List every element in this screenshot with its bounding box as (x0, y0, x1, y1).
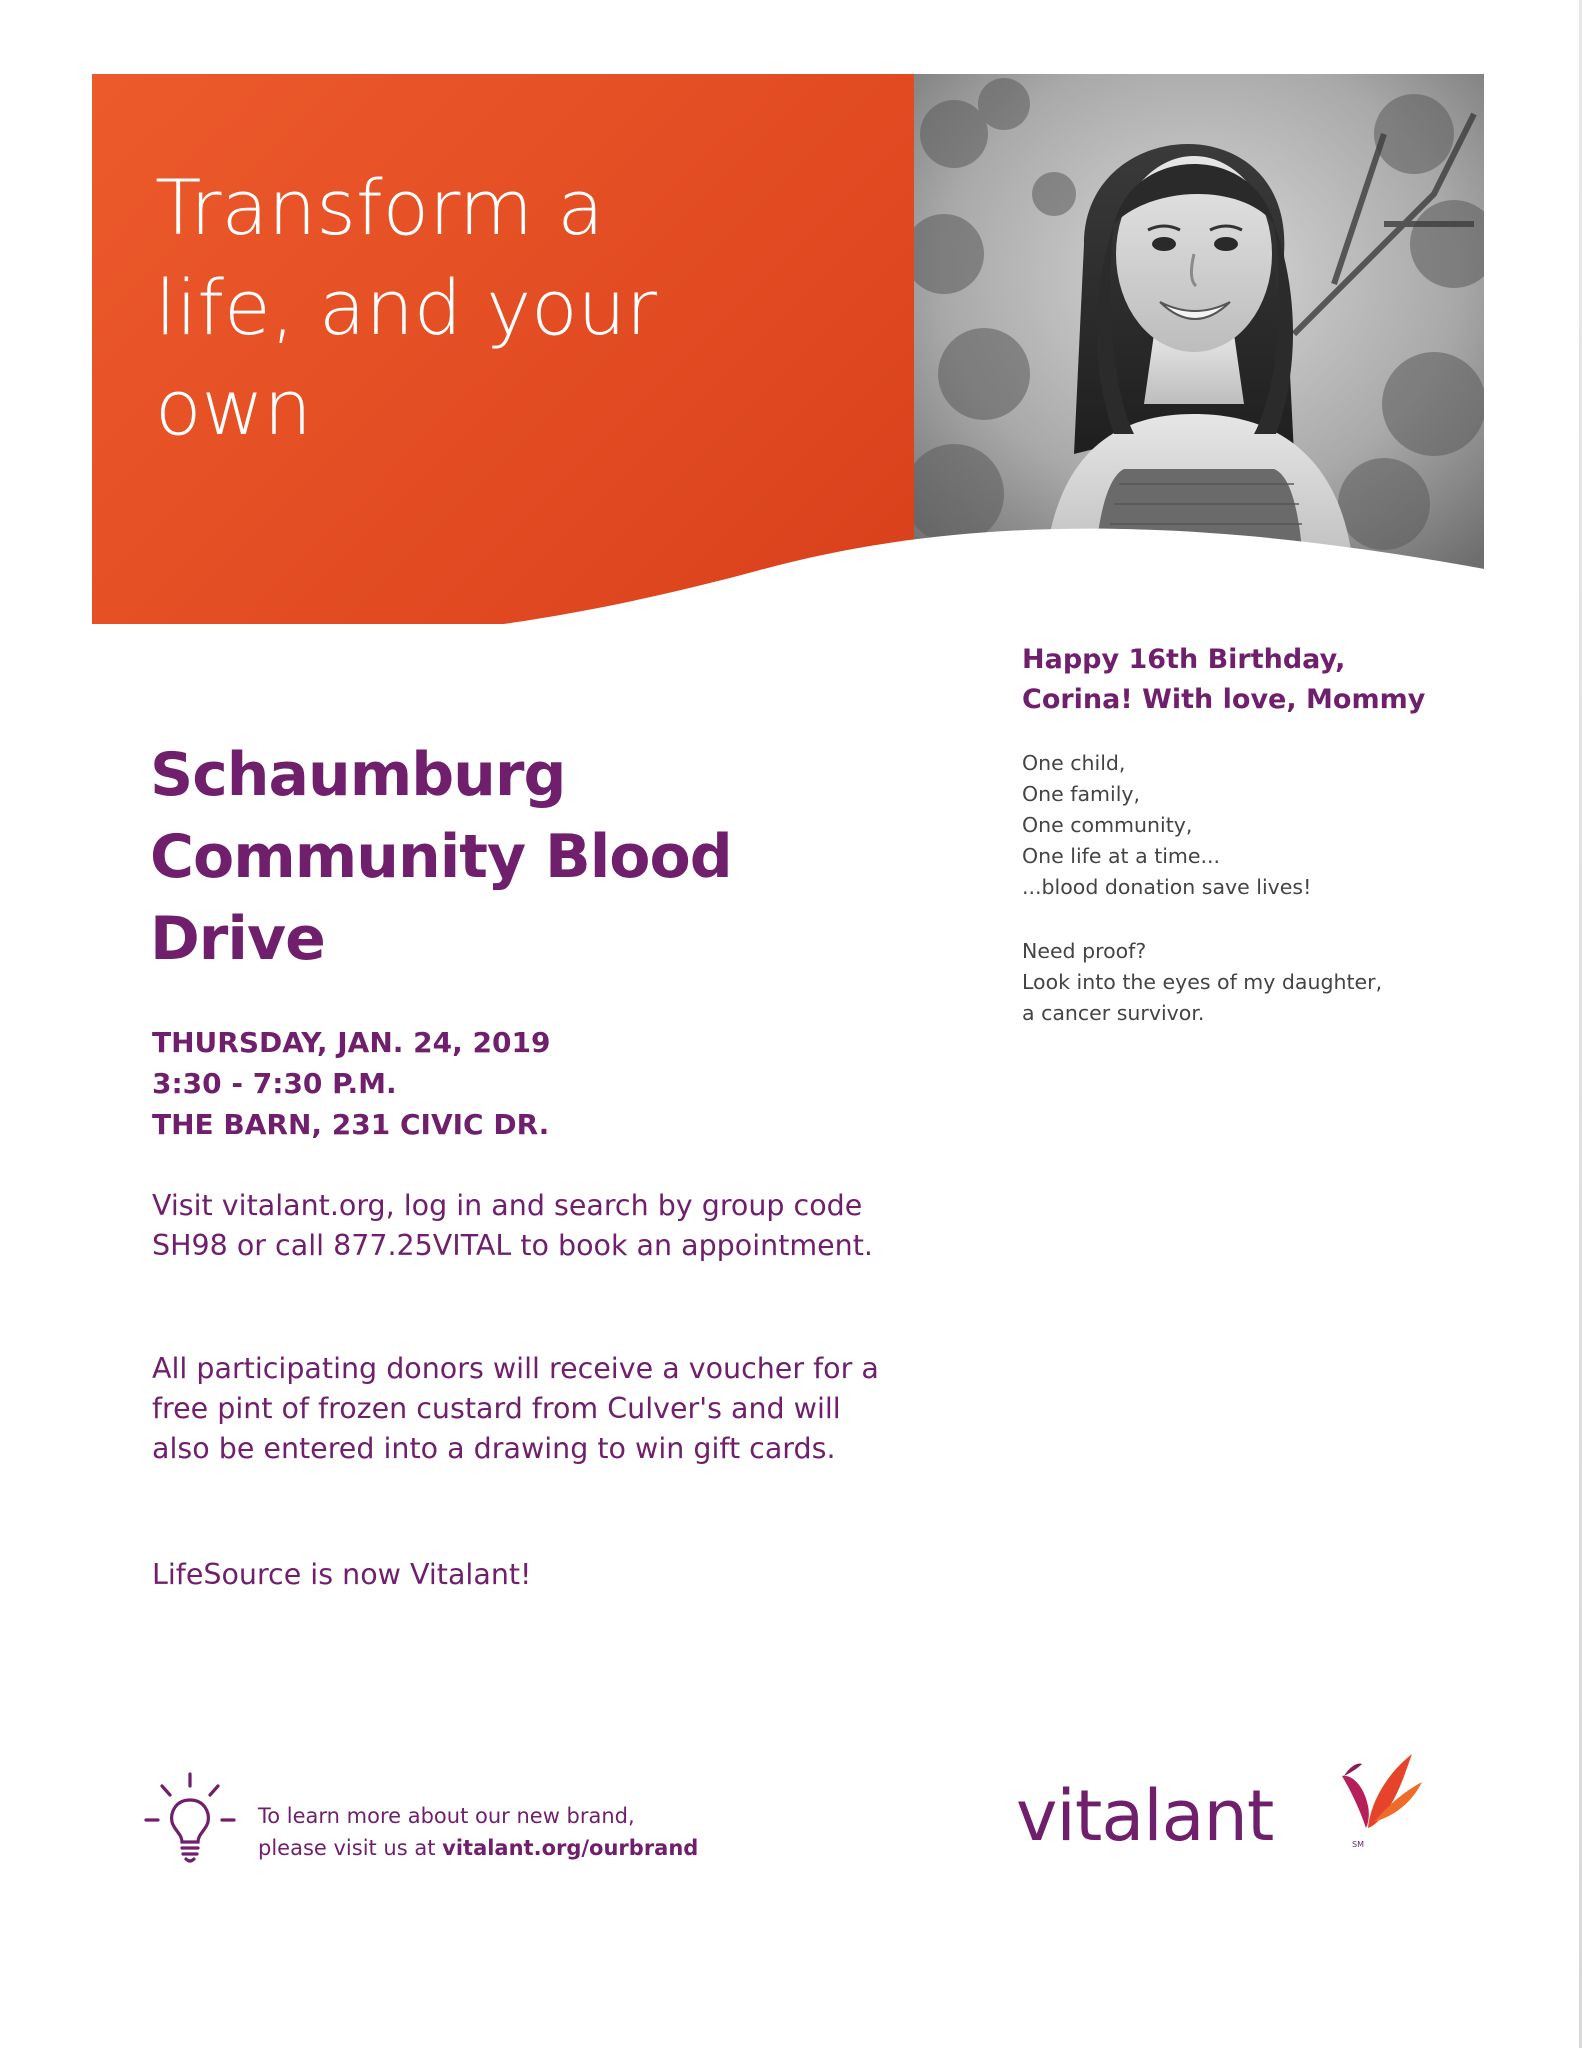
vitalant-flame-icon (1334, 1736, 1434, 1836)
lightbulb-icon (140, 1768, 240, 1868)
vitalant-logo (1016, 1736, 1436, 1876)
visit-paragraph: Visit vitalant.org, log in and search by group code SH98 or call 877.25VITAL to book an appointment. (152, 1189, 873, 1262)
proof-line: Need proof? (1022, 939, 1147, 963)
lifesource-paragraph: LifeSource is now Vitalant! (152, 1558, 532, 1591)
vitalant-wordmark: vitalant (1016, 1775, 1274, 1857)
poem (1022, 748, 1311, 903)
brand-url-link[interactable]: vitalant.org/ourbrand (442, 1836, 699, 1860)
event-date: THURSDAY, JAN. 24, 2019 (152, 1026, 551, 1059)
poem-line: One life at a time... (1022, 844, 1221, 868)
poem-line: One family, (1022, 782, 1141, 806)
proof-line: Look into the eyes of my daughter, (1022, 970, 1383, 994)
service-mark: SM (1352, 1840, 1364, 1849)
event-location: THE BARN, 231 CIVIC DR. (152, 1108, 550, 1141)
hero-wave-divider (0, 460, 1582, 660)
footer-line-2-prefix: please visit us at (258, 1836, 443, 1860)
footer-line-1: To learn more about our new brand, (258, 1804, 635, 1828)
proof-text (1022, 936, 1382, 1029)
donors-paragraph: All participating donors will receive a voucher for a free pint of frozen custard from Culver's and will also be entered into a drawing to win gift cards. (152, 1352, 879, 1465)
dedication-line-2: Corina! With love, Mommy (1022, 684, 1426, 715)
footer-brand-info (258, 1800, 698, 1864)
footer-line-2 (258, 1832, 698, 1864)
event-title: Schaumburg Community Blood Drive (150, 740, 732, 974)
poem-line: One community, (1022, 813, 1193, 837)
dedication-line-1: Happy 16th Birthday, (1022, 644, 1346, 675)
birthday-dedication (1022, 640, 1425, 720)
event-time: 3:30 - 7:30 P.M. (152, 1067, 397, 1100)
proof-line: a cancer survivor. (1022, 1001, 1205, 1025)
poem-line: One child, (1022, 751, 1126, 775)
hero-title: Transform a life, and your own (155, 163, 658, 452)
poem-line: ...blood donation save lives! (1022, 875, 1312, 899)
event-details (152, 1022, 550, 1145)
